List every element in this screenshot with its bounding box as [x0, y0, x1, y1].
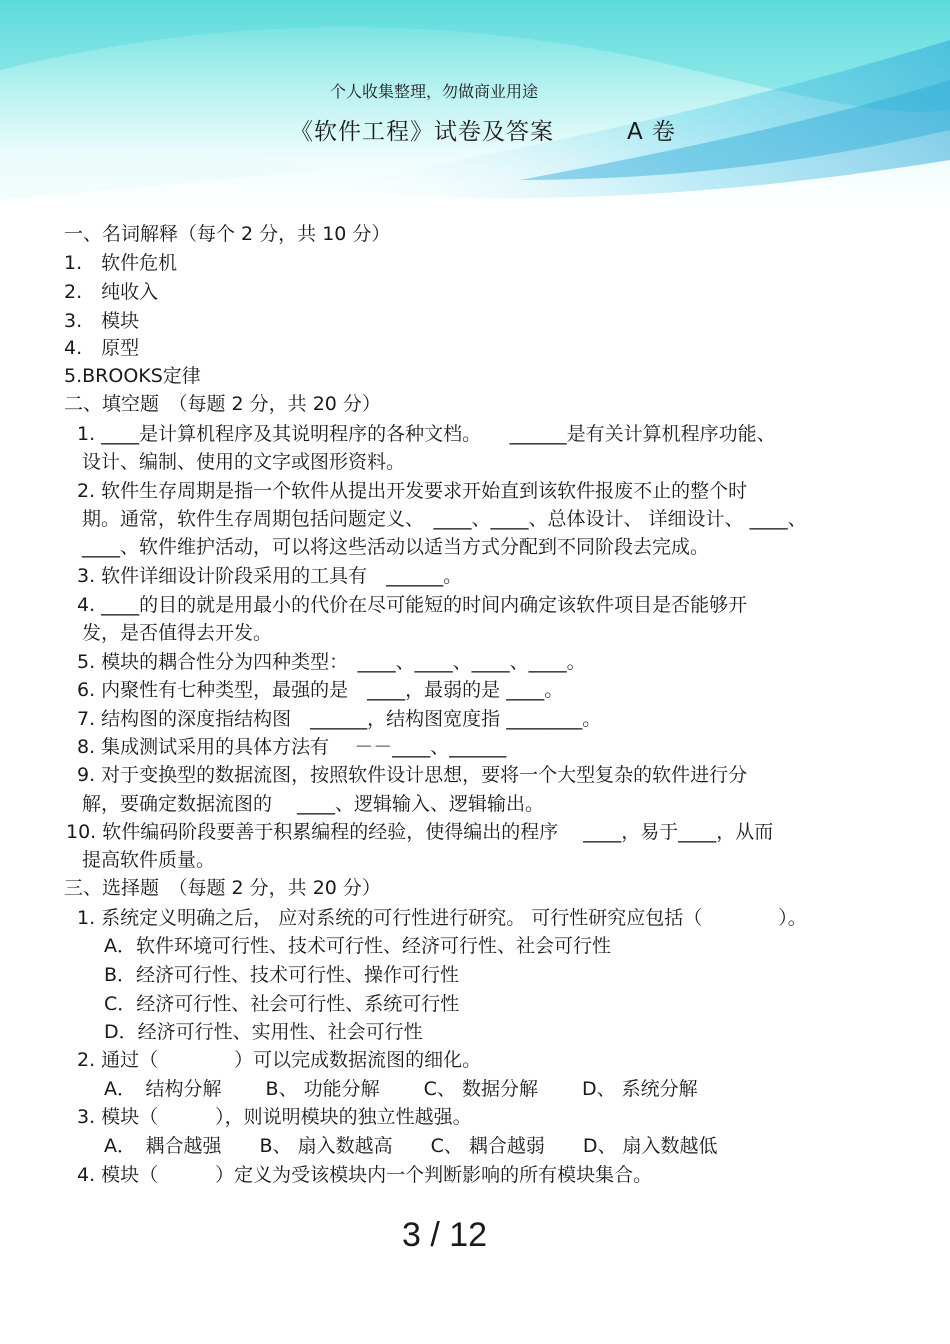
- option-line: A． 耦合越强 B、 扇入数越高 C、 耦合越弱 D、 扇入数越低: [104, 1135, 718, 1157]
- option-line: C．经济可行性、社会可行性、系统可行性: [104, 993, 460, 1015]
- question-line: 2. 通过（ ）可以完成数据流图的细化。: [77, 1049, 482, 1071]
- option-line: A． 结构分解 B、 功能分解 C、 数据分解 D、 系统分解: [104, 1078, 698, 1100]
- section-heading: 三、选择题 （每题 2 分，共 20 分）: [64, 877, 381, 899]
- question-line: 提高软件质量。: [82, 849, 216, 871]
- question-line: 5. 模块的耦合性分为四种类型： ____、____、____、____。: [77, 651, 586, 673]
- question-line: 期。通常，软件生存周期包括问题定义、 ____、____、总体设计、 详细设计、 ____、: [82, 508, 807, 530]
- option-line: A．软件环境可行性、技术可行性、经济可行性、社会可行性: [104, 935, 611, 957]
- term-item: 5.BROOKS定律: [64, 365, 201, 387]
- question-line: 1. 系统定义明确之后， 应对系统的可行性进行研究。 可行性研究应包括（ ）。: [77, 907, 807, 929]
- question-line: 4. 模块（ ）定义为受该模块内一个判断影响的所有模块集合。: [77, 1164, 653, 1186]
- question-line: 10. 软件编码阶段要善于积累编程的经验，使得编出的程序 ____，易于____，从而: [66, 821, 774, 843]
- question-line: 发，是否值得去开发。: [82, 622, 273, 644]
- question-line: 8. 集成测试采用的具体方法有 －－____、______: [77, 736, 507, 758]
- term-item: 4. 原型: [64, 337, 140, 359]
- term-item: 1. 软件危机: [64, 252, 178, 274]
- question-line: 9. 对于变换型的数据流图，按照软件设计思想，要将一个大型复杂的软件进行分: [77, 764, 748, 786]
- option-line: D．经济可行性、实用性、社会可行性: [104, 1021, 423, 1043]
- banner-background: [0, 0, 950, 220]
- option-line: B．经济可行性、技术可行性、操作可行性: [104, 964, 460, 986]
- question-line: 7. 结构图的深度指结构图 ______，结构图宽度指 ________。: [77, 708, 602, 730]
- question-line: 解，要确定数据流图的 ____、逻辑输入、逻辑输出。: [82, 793, 545, 815]
- header-banner: [0, 0, 950, 220]
- section-heading: 一、名词解释（每个 2 分，共 10 分）: [64, 223, 391, 245]
- section-heading: 二、填空题 （每题 2 分，共 20 分）: [64, 393, 381, 415]
- question-line: 1. ____是计算机程序及其说明程序的各种文档。 ______是有关计算机程序功能、: [77, 423, 776, 445]
- term-item: 2. 纯收入: [64, 281, 159, 303]
- question-line: 3. 软件详细设计阶段采用的工具有 ______。: [77, 565, 463, 587]
- question-line: 设计、编制、使用的文字或图形资料。: [82, 451, 406, 473]
- paper-variant: A 卷: [627, 119, 677, 145]
- term-item: 3. 模块: [64, 310, 140, 332]
- document-title: 《软件工程》试卷及答案: [290, 119, 554, 145]
- usage-notice: 个人收集整理，勿做商业用途: [330, 82, 539, 101]
- page-number: 3 / 12: [402, 1216, 488, 1254]
- question-line: 4. ____的目的就是用最小的代价在尽可能短的时间内确定该软件项目是否能够开: [77, 594, 748, 616]
- question-line: 2. 软件生存周期是指一个软件从提出开发要求开始直到该软件报废不止的整个时: [77, 480, 748, 502]
- question-line: 3. 模块（ ），则说明模块的独立性越强。: [77, 1106, 472, 1128]
- question-line: ____、软件维护活动，可以将这些活动以适当方式分配到不同阶段去完成。: [82, 536, 710, 558]
- question-line: 6. 内聚性有七种类型，最强的是 ____，最弱的是 ____。: [77, 679, 564, 701]
